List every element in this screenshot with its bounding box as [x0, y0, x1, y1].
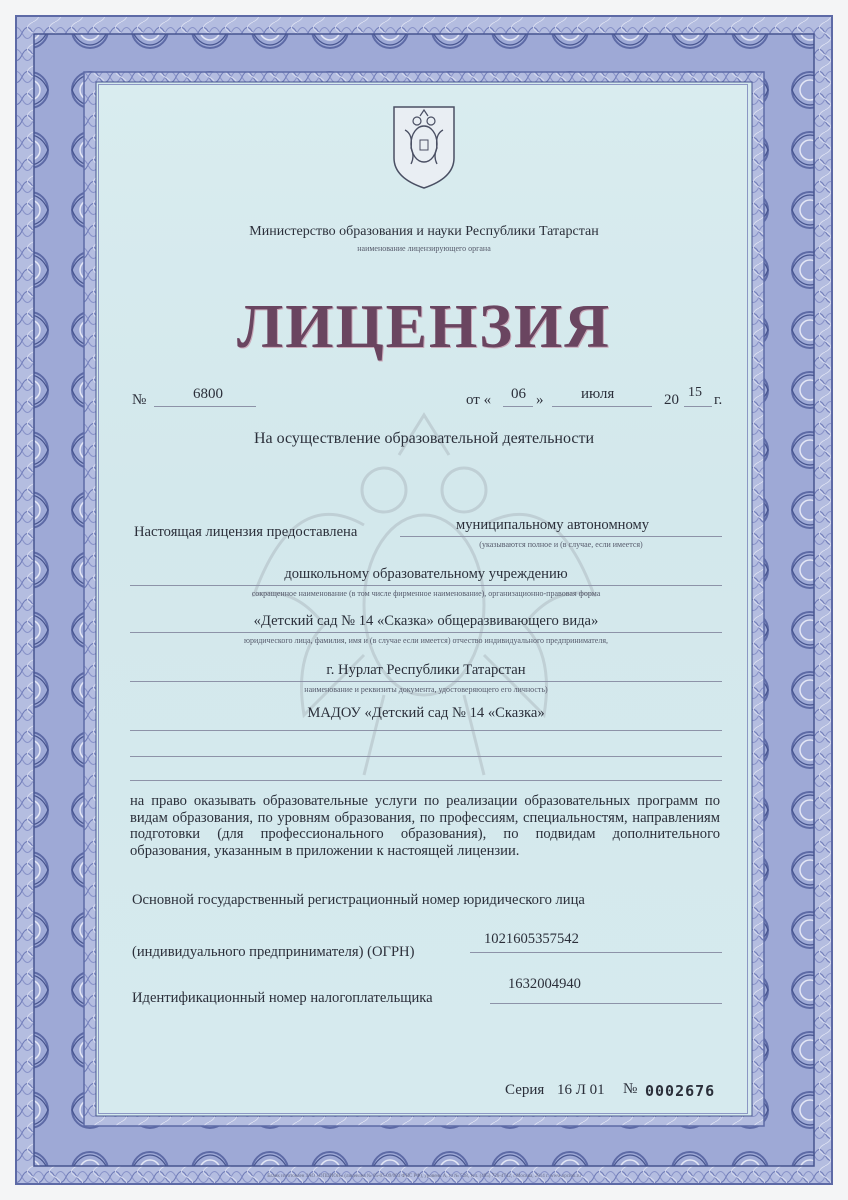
inn-label: Идентификационный номер налогоплательщика — [132, 990, 433, 1006]
serial-label: Серия — [505, 1082, 545, 1098]
holder-line-1-rule — [400, 536, 722, 537]
ogrn-label-1: Основной государственный регистрационный номер юридического лица — [132, 892, 585, 908]
day-line — [503, 406, 533, 407]
year-unit: г. — [714, 392, 723, 408]
printer-note: Бланк изготовлен ЗАО «ОПЦИОН» (лицензия № 05-05-09/003 ФНС РФ), уровень А, тз № 528, тел. (495) 726-4742, г.Москва, 2014 г. www.opcion.ru — [267, 1174, 581, 1179]
license-no-label: № — [132, 392, 147, 408]
ogrn-value: 1021605357542 — [484, 931, 579, 947]
holder-line-2: дошкольному образовательному учреждению — [284, 566, 568, 582]
year-line — [684, 406, 712, 407]
inn-rule — [490, 1003, 722, 1004]
licensed-activity: На осуществление образовательной деятельности — [253, 430, 595, 447]
holder-caption-3: юридического лица, фамилия, имя и (в случае если имеется) отчество индивидуального предпринимателя, — [243, 636, 609, 645]
issuing-authority-caption: наименование лицензирующего органа — [357, 244, 491, 253]
day-suffix: » — [536, 392, 544, 408]
rights-text: на право оказывать образовательные услуги по реализации образовательных программ по видам образования, по уровням образования, по профессиям, специальностям, направлениям подготовки (для профессионального образования), по подвидам дополнительного образования, указанным в приложении к настоящей лицензии. — [130, 793, 720, 859]
license-day: 06 — [511, 386, 526, 402]
serial-number: 0002676 — [645, 1082, 716, 1100]
holder-caption-2: сокращенное наименование (в том числе фирменное наименование), организационно-правовая форма — [251, 589, 601, 598]
holder-line-5: МАДОУ «Детский сад № 14 «Сказка» — [307, 705, 545, 721]
holder-line-4-rule — [130, 681, 722, 682]
issuing-authority: Министерство образования и науки Республики Татарстан — [249, 224, 599, 239]
serial-no-label: № — [623, 1081, 638, 1097]
holder-line-2-rule — [130, 585, 722, 586]
license-year-suffix: 15 — [688, 385, 702, 400]
date-prefix: от « — [466, 392, 492, 408]
serial-series: 16 Л 01 — [557, 1082, 605, 1098]
license-number: 6800 — [193, 386, 223, 402]
holder-line-4: г. Нурлат Республики Татарстан — [326, 662, 526, 678]
inn-value: 1632004940 — [508, 976, 581, 992]
holder-caption-1: (указываются полное и (в случае, если имеется) — [479, 540, 643, 549]
holder-line-1: муниципальному автономному — [456, 517, 650, 533]
holder-caption-4: наименование и реквизиты документа, удостоверяющего его личность) — [304, 685, 548, 694]
holder-label: Настоящая лицензия предоставлена — [134, 524, 358, 540]
month-line — [552, 406, 652, 407]
holder-line-3: «Детский сад № 14 «Сказка» общеразвивающего вида» — [253, 613, 599, 629]
ogrn-label-2: (индивидуального предпринимателя) (ОГРН) — [132, 944, 415, 960]
coat-of-arms-icon — [391, 104, 457, 195]
holder-line-5-rule — [130, 730, 722, 731]
holder-line-3-rule — [130, 632, 722, 633]
license-number-line — [154, 406, 256, 407]
blank-rule-2 — [130, 780, 722, 781]
license-month: июля — [581, 386, 615, 402]
year-prefix: 20 — [664, 392, 679, 408]
ogrn-rule — [470, 952, 722, 953]
blank-rule-1 — [130, 756, 722, 757]
document-title: ЛИЦЕНЗИЯ — [237, 293, 611, 361]
